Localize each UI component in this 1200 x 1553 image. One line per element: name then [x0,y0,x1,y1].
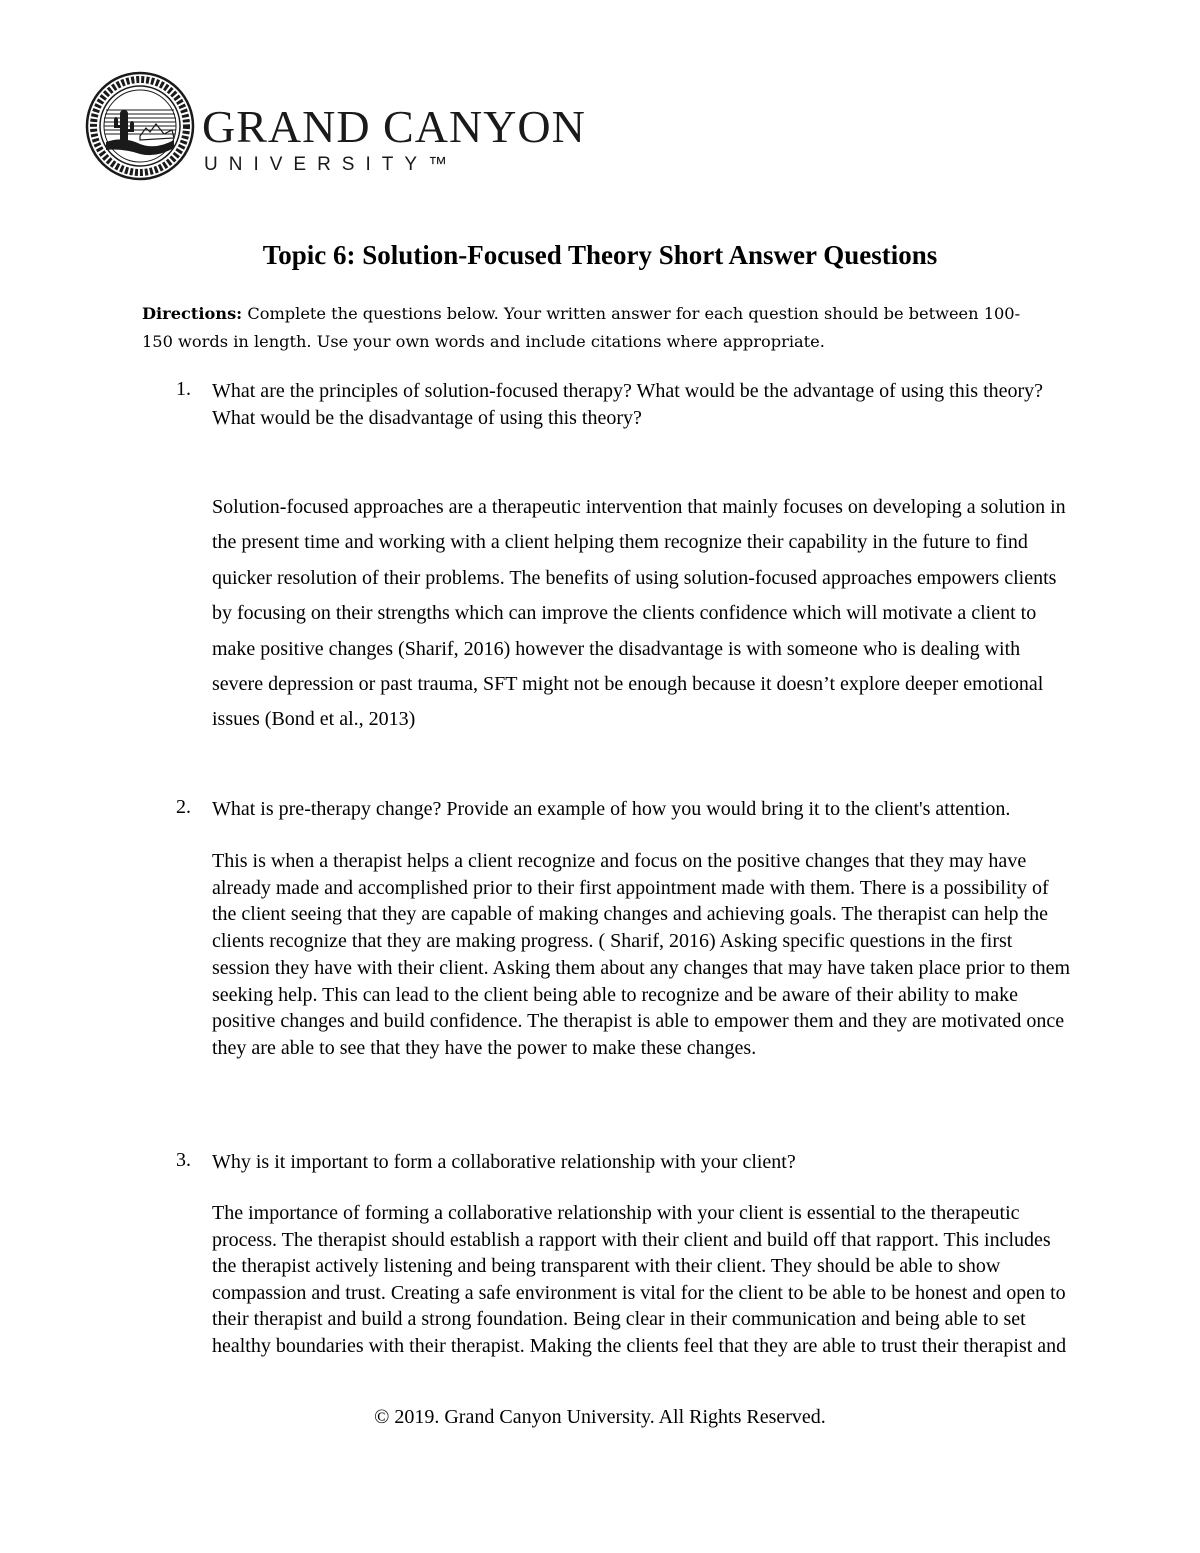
university-wordmark [202,101,586,176]
answer-text: This is when a therapist helps a client recognize and focus on the positive changes that they may have already made and accomplished prior to their first appointment made with them. There is a possibility of the client seeing that they are capable of making changes and achieving goals. The therapist can help the clients recognize that they are making progress. ( Sharif, 2016) Asking specific questions in the first session they have with their client. Asking them about any changes that may have taken place prior to them seeking help. This can lead to the client being able to recognize and be aware of their ability to make positive changes and build confidence. The therapist is able to empower them and they are motivated once they are able to see that they have the power to make these changes. [212,850,1071,1059]
directions-label: Directions: [142,304,243,323]
university-logo [84,70,584,190]
question-number: 1. [176,378,191,400]
university-seal-icon [84,70,196,182]
logo-subtitle: UNIVERSITY™ [204,154,459,175]
question-text: What are the principles of solution-focused therapy? What would be the advantage of using this theory? What would be the disadvantage of using this theory? [212,380,1044,429]
directions-text: Complete the questions below. Your written answer for each question should be between 100-150 words in length. Use your own words and include citations where appropriate. [142,304,1021,351]
question-text: What is pre-therapy change? Provide an example of how you would bring it to the client's attention. [212,798,1011,820]
logo-name: GRAND CANYON [202,101,586,152]
directions [142,300,1042,356]
answer-text: The importance of forming a collaborative relationship with your client is essential to the therapeutic process. The therapist should establish a rapport with their client and build off that rapport. This includes the therapist actively listening and being transparent with their client. They should be able to show compassion and trust. Creating a safe environment is vital for the client to be able to be honest and open to their therapist and build a strong foundation. Being clear in their communication and being able to set healthy boundaries with their therapist. Making the clients feel that they are able to trust their therapist and [212,1202,1067,1357]
answer-text: Solution-focused approaches are a therapeutic intervention that mainly focuses on developing a solution in the present time and working with a client helping them recognize their capability in the future to find quicker resolution of their problems. The benefits of using solution-focused approaches empowers clients by focusing on their strengths which can improve the clients confidence which will motivate a client to make positive changes (Sharif, 2016) however the disadvantage is with someone who is dealing with severe depression or past trauma, SFT might not be enough because it doesn’t explore deeper emotional issues (Bond et al., 2013) [212,496,1066,731]
question-number: 2. [176,796,191,818]
copyright-footer: © 2019. Grand Canyon University. All Rights Reserved. [374,1406,826,1428]
question-number: 3. [176,1149,191,1171]
page-title: Topic 6: Solution-Focused Theory Short Answer Questions [262,240,938,270]
question-text: Why is it important to form a collaborative relationship with your client? [212,1151,796,1173]
